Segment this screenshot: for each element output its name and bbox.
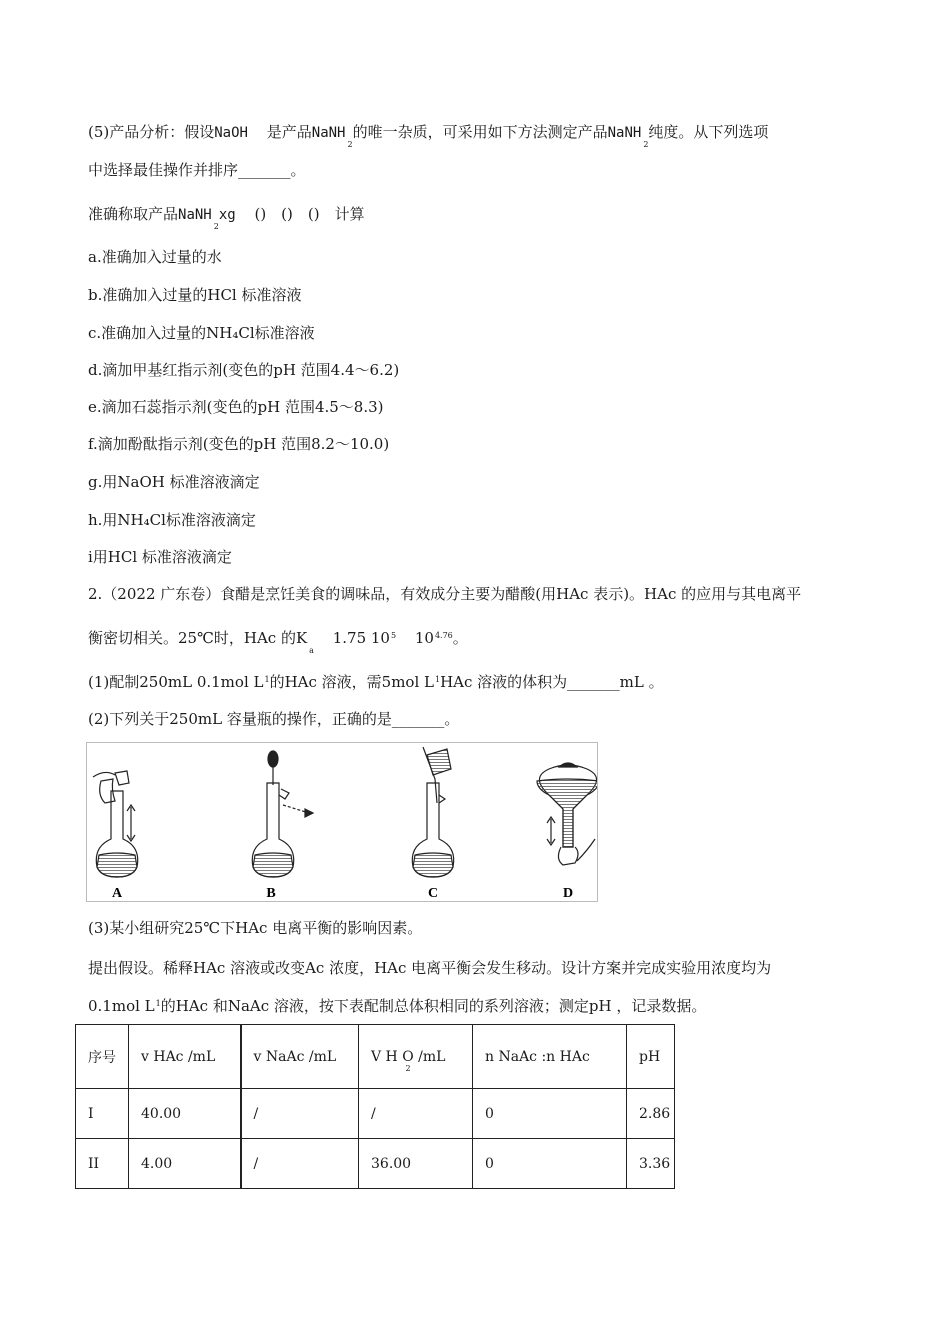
solution-data-table	[75, 1024, 675, 1189]
nanh2-formula-2: NaNH	[607, 125, 642, 141]
option-b: b.准确加入过量的HCl 标准溶液	[88, 286, 302, 304]
option-d: d.滴加甲基红指示剂(变色的pH 范围4.4～6.2)	[88, 361, 400, 379]
header-ratio: n NaAc :n HAc	[473, 1025, 627, 1089]
option-g: g.用NaOH 标准溶液滴定	[88, 473, 260, 491]
q2-part-3: (3)某小组研究25℃下HAc 电离平衡的影响因素。	[88, 919, 423, 937]
option-i: i用HCl 标准溶液滴定	[88, 548, 232, 566]
flask-c-illustration	[412, 747, 453, 877]
flask-operations-figure	[86, 742, 598, 902]
option-a: a.准确加入过量的水	[88, 248, 222, 266]
header-ph: pH	[627, 1025, 675, 1089]
option-f: f.滴加酚酞指示剂(变色的pH 范围8.2～10.0)	[88, 435, 390, 453]
q2-intro-line-1: 2.（2022 广东卷）食醋是烹饪美食的调味品，有效成分主要为醋酸(用HAc 表示)。HAc 的应用与其电离平	[88, 585, 802, 603]
q5-line-1: (5)产品分析：假设NaOH 是产品NaNH$_2$的唯一杂质，可采用如下方法测定产品NaNH$_2$纯度。从下列选项	[88, 123, 769, 149]
flask-b-illustration	[252, 751, 313, 877]
header-v-h2o: V H O $/mL_2$	[359, 1025, 473, 1089]
figure-label-b: B	[266, 886, 276, 901]
q2-part-2: (2)下列关于250mL 容量瓶的操作，正确的是_______。	[88, 710, 460, 728]
figure-label-d: D	[562, 886, 574, 901]
q2-intro-line-2: 衡密切相关。25℃时，HAc 的$K_a$ 1.75 $10^5$ $10^{4.76}$。	[88, 629, 468, 655]
q2-part-1: (1)配制250mL 0.1mol $L^1$的HAc 溶液，需5mol $L^1HAc$ 溶液的体积为_______mL 。	[88, 673, 664, 691]
figure-label-c: C	[427, 886, 439, 901]
header-v-hac: v HAc /mL	[129, 1025, 241, 1089]
table-row: I 40.00 / / 0 2.86	[76, 1089, 675, 1139]
option-e: e.滴加石蕊指示剂(变色的pH 范围4.5～8.3)	[88, 398, 384, 416]
q5-line-3: 准确称取产品NaNH$_2$xg () () () 计算	[88, 205, 365, 231]
table-header-row	[76, 1025, 675, 1089]
table-row: II 4.00 / 36.00 0 3.36	[76, 1139, 675, 1189]
flask-d-illustration	[537, 763, 597, 865]
naoh-formula: NaOH	[214, 125, 248, 141]
flask-a-illustration	[93, 771, 138, 877]
figure-label-a: A	[111, 886, 123, 901]
option-h: h.用NH₄Cl标准溶液滴定	[88, 511, 256, 529]
option-c: c.准确加入过量的NH₄Cl标准溶液	[88, 324, 315, 342]
q5-line-2: 中选择最佳操作并排序_______。	[88, 161, 306, 179]
nanh2-formula: NaNH	[311, 125, 346, 141]
header-v-naac: v NaAc /mL	[241, 1025, 359, 1089]
q2-part-3-line-2: 提出假设。稀释HAc 溶液或改变Ac 浓度，HAc 电离平衡会发生移动。设计方案并完成实验用浓度均为	[88, 959, 772, 977]
q2-part-3-line-3: 0.1mol $L^1$的HAc 和NaAc 溶液，按下表配制总体积相同的系列溶液；测定pH ，记录数据。	[88, 997, 707, 1015]
header-index: 序号	[76, 1025, 129, 1089]
